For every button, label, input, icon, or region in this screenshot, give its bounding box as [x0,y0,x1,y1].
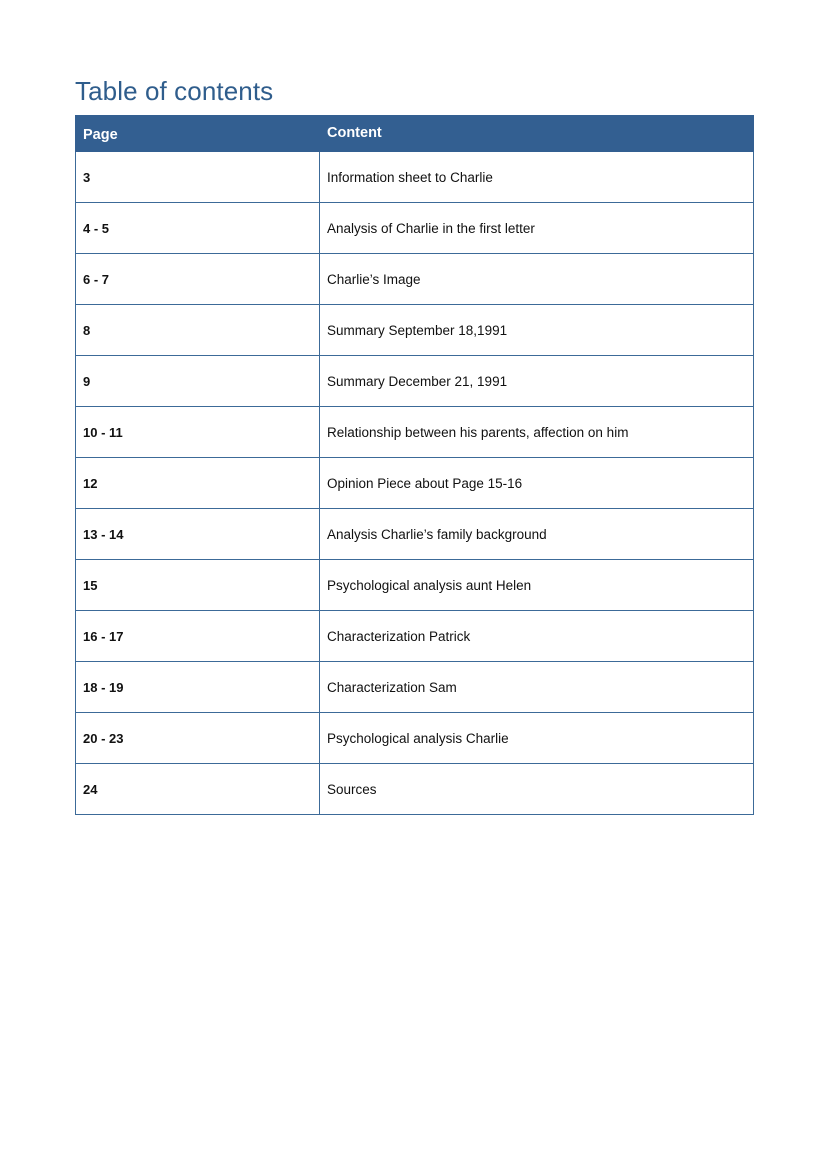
page-cell: 13 - 14 [76,509,320,560]
page-cell: 12 [76,458,320,509]
content-cell: Analysis Charlie’s family background [320,509,754,560]
table-row [76,509,754,560]
table-row [76,713,754,764]
content-cell: Information sheet to Charlie [320,152,754,203]
table-row [76,611,754,662]
page-cell: 3 [76,152,320,203]
table-row [76,203,754,254]
table-row [76,560,754,611]
table-row [76,152,754,203]
page-cell: 18 - 19 [76,662,320,713]
page-cell: 9 [76,356,320,407]
column-header-page: Page [76,116,320,152]
table-row [76,356,754,407]
content-cell: Characterization Sam [320,662,754,713]
toc-table [75,115,754,815]
content-cell: Summary December 21, 1991 [320,356,754,407]
table-row [76,458,754,509]
page-cell: 20 - 23 [76,713,320,764]
column-header-content: Content [320,116,754,152]
content-cell: Relationship between his parents, affection on him [320,407,754,458]
table-row [76,254,754,305]
table-header-row [76,116,754,152]
content-cell: Opinion Piece about Page 15-16 [320,458,754,509]
page-cell: 24 [76,764,320,815]
page-cell: 6 - 7 [76,254,320,305]
table-row [76,764,754,815]
page-title: Table of contents [75,76,274,106]
page-cell: 16 - 17 [76,611,320,662]
table-row [76,662,754,713]
table-row [76,407,754,458]
content-cell: Charlie’s Image [320,254,754,305]
page-cell: 10 - 11 [76,407,320,458]
content-cell: Characterization Patrick [320,611,754,662]
content-cell: Sources [320,764,754,815]
content-cell: Analysis of Charlie in the first letter [320,203,754,254]
page-cell: 8 [76,305,320,356]
table-row [76,305,754,356]
page-cell: 4 - 5 [76,203,320,254]
page-cell: 15 [76,560,320,611]
content-cell: Summary September 18,1991 [320,305,754,356]
content-cell: Psychological analysis Charlie [320,713,754,764]
content-cell: Psychological analysis aunt Helen [320,560,754,611]
